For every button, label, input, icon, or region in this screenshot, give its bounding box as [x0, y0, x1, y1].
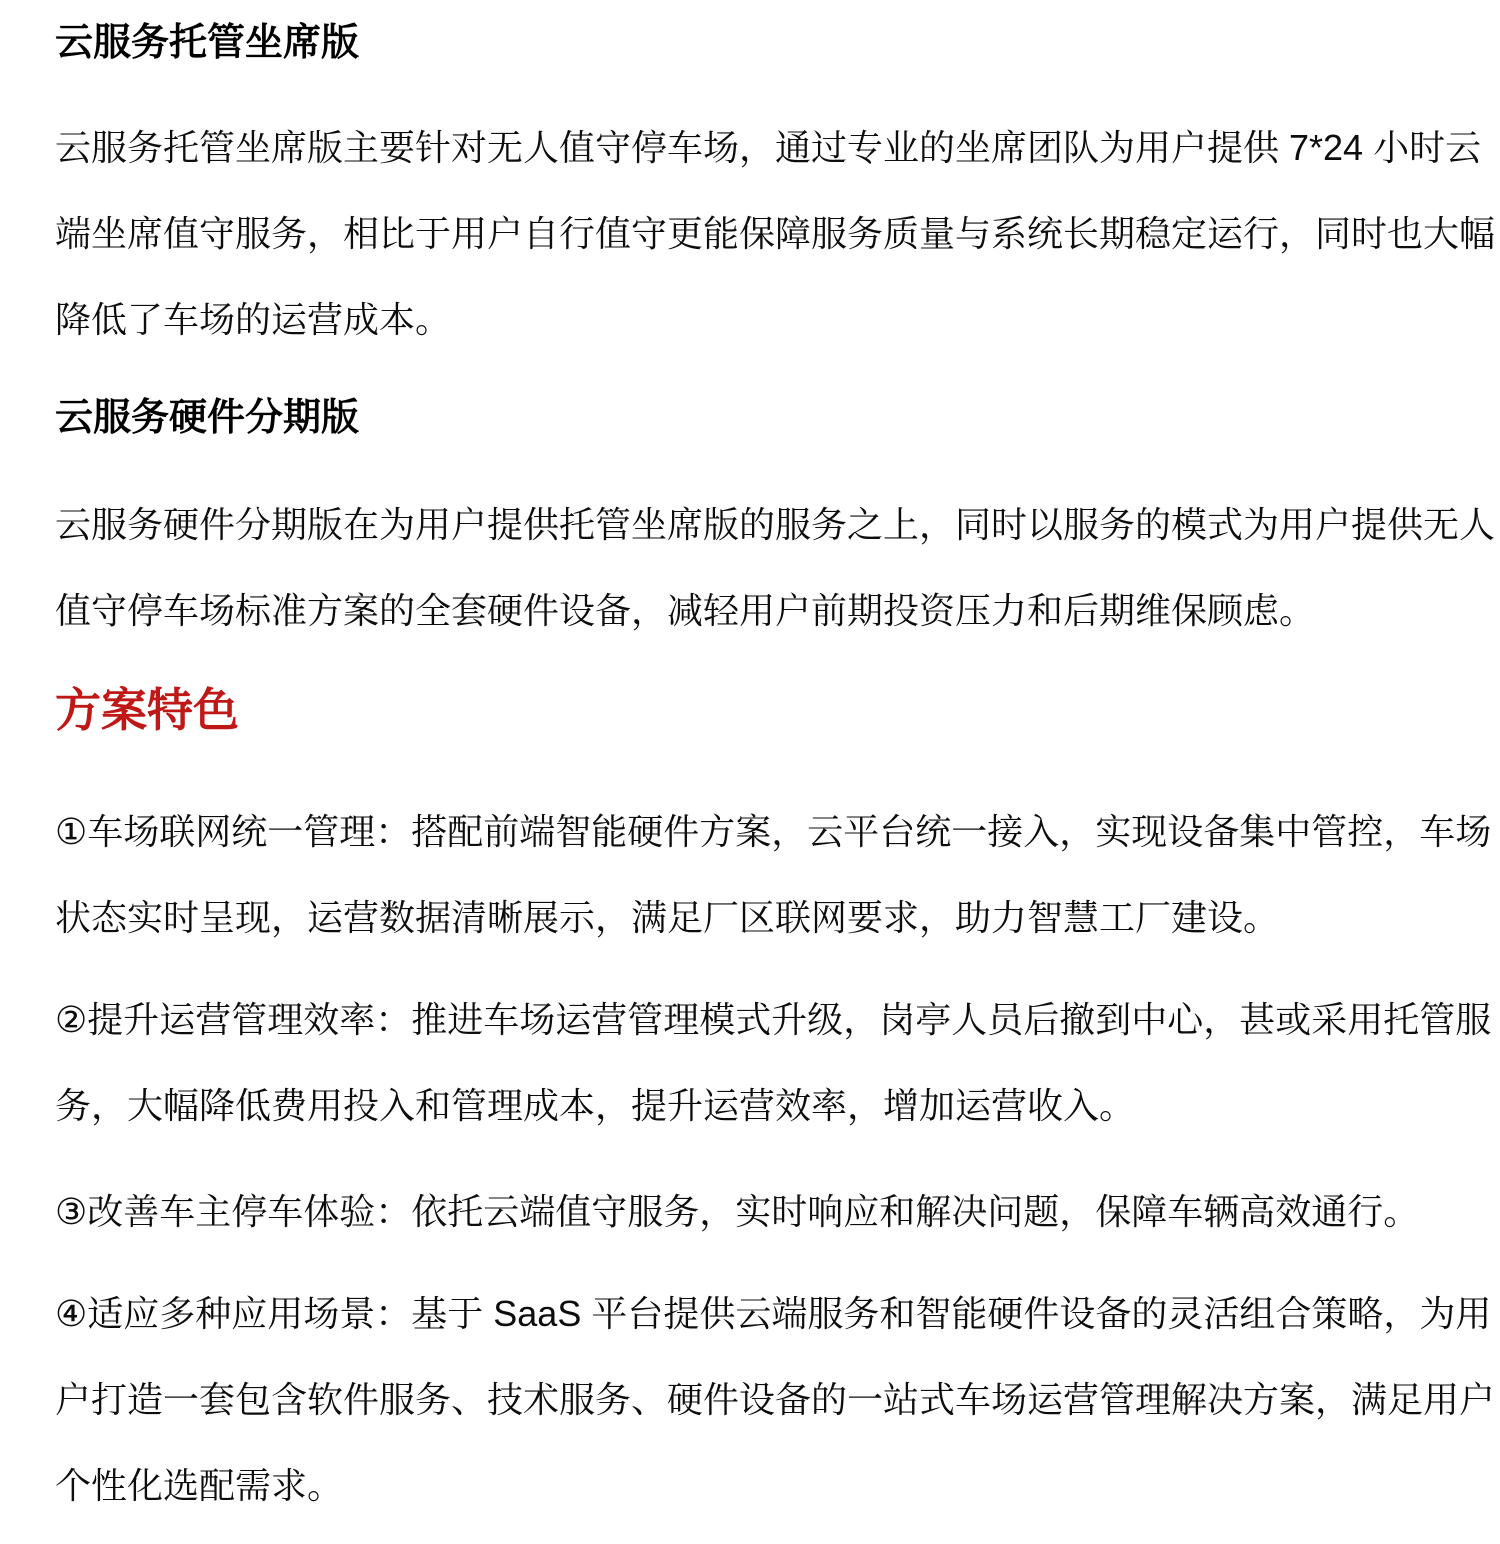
paragraph-line: 状态实时呈现，运营数据清晰展示，满足厂区联网要求，助力智慧工厂建设。 — [55, 897, 1280, 938]
paragraph-line: ④适应多种应用场景：基于 SaaS 平台提供云端服务和智能硬件设备的灵活组合策略，为用 — [55, 1293, 1492, 1334]
section-title-hardware-installment: 云服务硬件分期版 — [55, 397, 360, 439]
features-section-title: 方案特色 — [55, 684, 239, 736]
paragraph-line: 云服务硬件分期版在为用户提供托管坐席版的服务之上，同时以服务的模式为用户提供无人 — [55, 504, 1496, 545]
feature-item-1 — [55, 789, 1492, 961]
paragraph-line: 云服务托管坐席版主要针对无人值守停车场，通过专业的坐席团队为用户提供 7*24 小时云 — [55, 127, 1482, 168]
paragraph-hardware-installment — [55, 482, 1496, 654]
paragraph-line: 个性化选配需求。 — [55, 1465, 344, 1506]
paragraph-line: 降低了车场的运营成本。 — [55, 299, 452, 340]
feature-item-4 — [55, 1271, 1496, 1529]
feature-item-2 — [55, 977, 1492, 1149]
section-title-cloud-hosted-agent: 云服务托管坐席版 — [55, 22, 360, 64]
paragraph-hosted-agent — [55, 105, 1496, 363]
paragraph-line: 户打造一套包含软件服务、技术服务、硬件设备的一站式车场运营管理解决方案，满足用户 — [55, 1379, 1496, 1420]
paragraph-line: 务，大幅降低费用投入和管理成本，提升运营效率，增加运营收入。 — [55, 1085, 1136, 1126]
document-body — [0, 18, 1500, 1529]
paragraph-line: 值守停车场标准方案的全套硬件设备，减轻用户前期投资压力和后期维保顾虑。 — [55, 590, 1316, 631]
paragraph-line: ①车场联网统一管理：搭配前端智能硬件方案，云平台统一接入，实现设备集中管控，车场 — [55, 811, 1492, 852]
paragraph-line: ③改善车主停车体验：依托云端值守服务，实时响应和解决问题，保障车辆高效通行。 — [55, 1191, 1420, 1232]
paragraph-line: 端坐席值守服务，相比于用户自行值守更能保障服务质量与系统长期稳定运行，同时也大幅 — [55, 213, 1496, 254]
feature-item-3 — [55, 1169, 1450, 1255]
paragraph-line: ②提升运营管理效率：推进车场运营管理模式升级，岗亭人员后撤到中心，甚或采用托管服 — [55, 999, 1492, 1040]
